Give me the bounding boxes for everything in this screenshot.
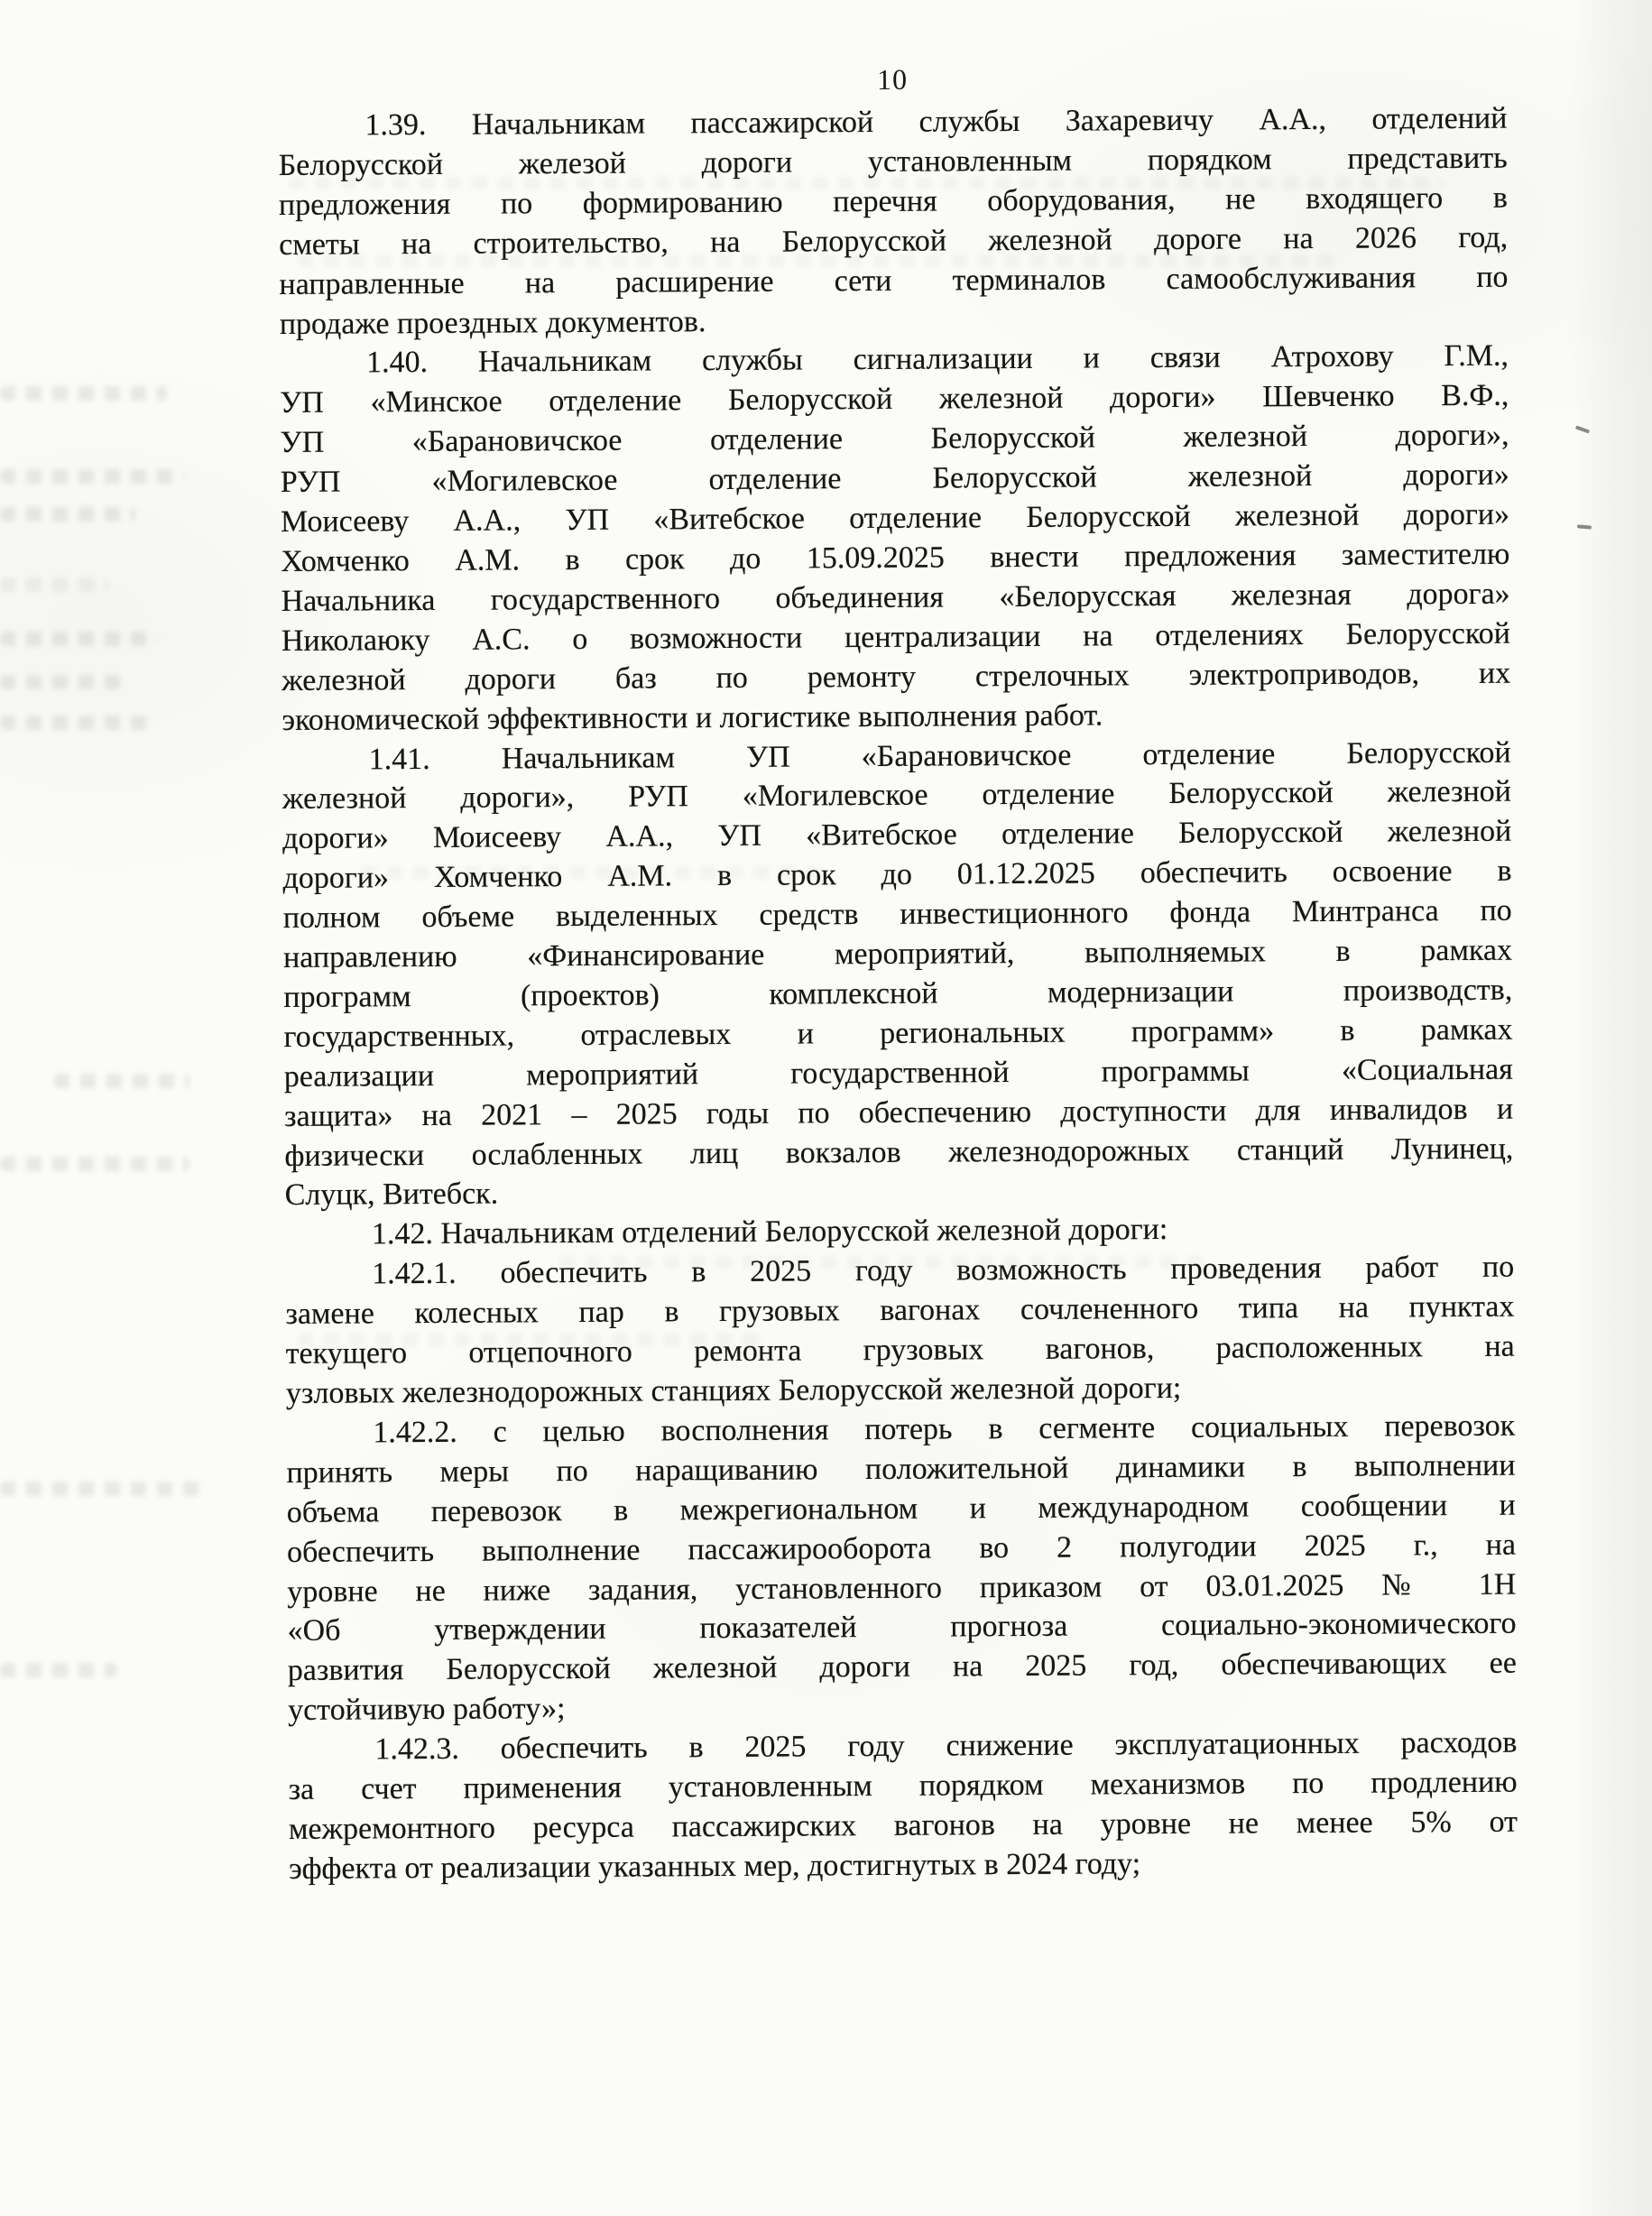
text-line: направлению «Финансирование мероприятий, выполняемых в рамках (282, 933, 1513, 975)
text-line: железной дороги», РУП «Могилевское отделение Белорусской железной (281, 775, 1512, 817)
text-line: предложения по формированию перечня оборудования, не входящего в (278, 180, 1509, 222)
text-line: 1.42.2. с целью восполнения потерь в сегменте социальных перевозок (373, 1408, 1516, 1450)
text-line: УП «Барановичское отделение Белорусской железной дороги», (280, 418, 1509, 460)
bleedthrough-artifact (0, 577, 108, 592)
bleedthrough-artifact (0, 1482, 208, 1496)
text-line: замене колесных пар в грузовых вагонах сочлененного типа на пунктах (285, 1289, 1515, 1332)
text-line: принять меры по наращиванию положительной динамики в выполнении (286, 1448, 1516, 1490)
text-line: межремонтного ресурса пассажирских вагонов на уровне не менее 5% от (288, 1805, 1518, 1846)
text-line: УП «Минское отделение Белорусской железной дороги» Шевченко В.Ф., (280, 379, 1509, 420)
paragraph (282, 733, 1514, 1215)
bleedthrough-artifact (0, 632, 158, 646)
bleedthrough-artifact (54, 1074, 189, 1088)
document-content (278, 58, 1518, 1889)
text-line: «Об утверждении показателей прогноза социально-экономического (287, 1607, 1517, 1648)
bleedthrough-artifact (0, 386, 167, 401)
bleedthrough-artifact (0, 1157, 189, 1171)
text-line: объема перевозок в межрегиональном и международном сообщении и (286, 1488, 1516, 1529)
text-line: полном объеме выделенных средств инвестиционного фонда Минтранса по (282, 893, 1512, 936)
scan-edge-shadow (1571, 0, 1652, 2216)
text-line: 1.42.3. обеспечить в 2025 году снижение эксплуатационных расходов (374, 1725, 1518, 1767)
text-line: дороги» Хомченко А.М. в срок до 01.12.2025 обеспечить освоение в (282, 854, 1512, 896)
text-line: защита» на 2021 – 2025 годы по обеспечению доступности для инвалидов и (284, 1092, 1514, 1133)
page-number: 10 (876, 62, 909, 96)
text-line: реализации мероприятий государственной программы «Социальная (283, 1052, 1513, 1094)
text-line: программ (проектов) комплексной модернизации производств, (283, 973, 1513, 1014)
text-line: государственных, отраслевых и региональных программ» в рамках (283, 1012, 1513, 1054)
text-line: 1.42.1. обеспечить в 2025 году возможность проведения работ по (372, 1250, 1515, 1291)
text-line: 1.41. Начальникам УП «Барановичское отделение Белорусской (368, 735, 1511, 776)
text-line: обеспечить выполнение пассажирооборота во 2 полугодии 2025 г., на (286, 1528, 1517, 1569)
text-line: Моисееву А.А., УП «Витебское отделение Белорусской железной дороги» (280, 497, 1510, 540)
text-line: за счет применения установленным порядком механизмов по продлению (288, 1765, 1518, 1807)
paragraph (278, 99, 1509, 345)
text-line: направленные на расширение сети терминалов самообслуживания по (279, 260, 1509, 301)
text-line: Хомченко А.М. в срок до 15.09.2025 внести предложения заместителю (281, 537, 1510, 578)
bleedthrough-artifact (0, 469, 185, 484)
text-line: Николаюку А.С. о возможности централизации на отделениях Белорусской (281, 616, 1510, 658)
paragraph (285, 1248, 1515, 1414)
text-line: 1.42. Начальникам отделений Белорусской железной дороги: (371, 1213, 1168, 1251)
text-line: физически ослабленных лиц вокзалов железнодорожных станций Лунинец, (284, 1131, 1514, 1173)
bleedthrough-artifact (0, 716, 153, 730)
text-line: Начальника государственного объединения «Белорусская железная дорога» (281, 577, 1510, 618)
text-line: продаже проездных документов. (279, 304, 706, 341)
text-line: 1.39. Начальникам пассажирской службы Захаревичу А.А., отделений (365, 101, 1508, 143)
text-line: Белорусской железой дороги установленным порядком представить (278, 141, 1508, 182)
text-line: экономической эффективности и логистике выполнения работ. (281, 698, 1103, 737)
text-line: узловых железнодорожных станциях Белорусской железной дороги; (285, 1371, 1182, 1410)
text-line: устойчивую работу»; (288, 1692, 566, 1728)
paragraph (288, 1723, 1518, 1889)
text-line: Слуцк, Витебск. (284, 1177, 499, 1213)
text-line: железной дороги баз по ремонту стрелочных электроприводов, их (281, 656, 1511, 697)
bleedthrough-artifact (0, 507, 135, 522)
document-text (278, 99, 1518, 1889)
text-line: эффекта от реализации указанных мер, достигнутых в 2024 году; (289, 1847, 1141, 1886)
paragraph (286, 1407, 1517, 1731)
paragraph (280, 337, 1511, 740)
bleedthrough-artifact (0, 1663, 117, 1677)
text-line: 1.40. Начальникам службы сигнализации и связи Атрохову Г.М., (365, 339, 1509, 380)
bleedthrough-artifact (0, 675, 126, 689)
text-line: уровне не ниже задания, установленного приказом от 03.01.2025 № 1Н (287, 1567, 1517, 1609)
text-line: РУП «Могилевское отделение Белорусской железной дороги» (280, 457, 1509, 500)
text-line: текущего отцепочного ремонта грузовых вагонов, расположенных на (285, 1329, 1515, 1371)
text-line: сметы на строительство, на Белорусской железной дороге на 2026 год, (279, 220, 1509, 262)
text-line: дороги» Моисееву А.А., УП «Витебское отделение Белорусской железной (282, 814, 1512, 856)
text-line: развития Белорусской железной дороги на 2025 год, обеспечивающих ее (287, 1646, 1517, 1688)
